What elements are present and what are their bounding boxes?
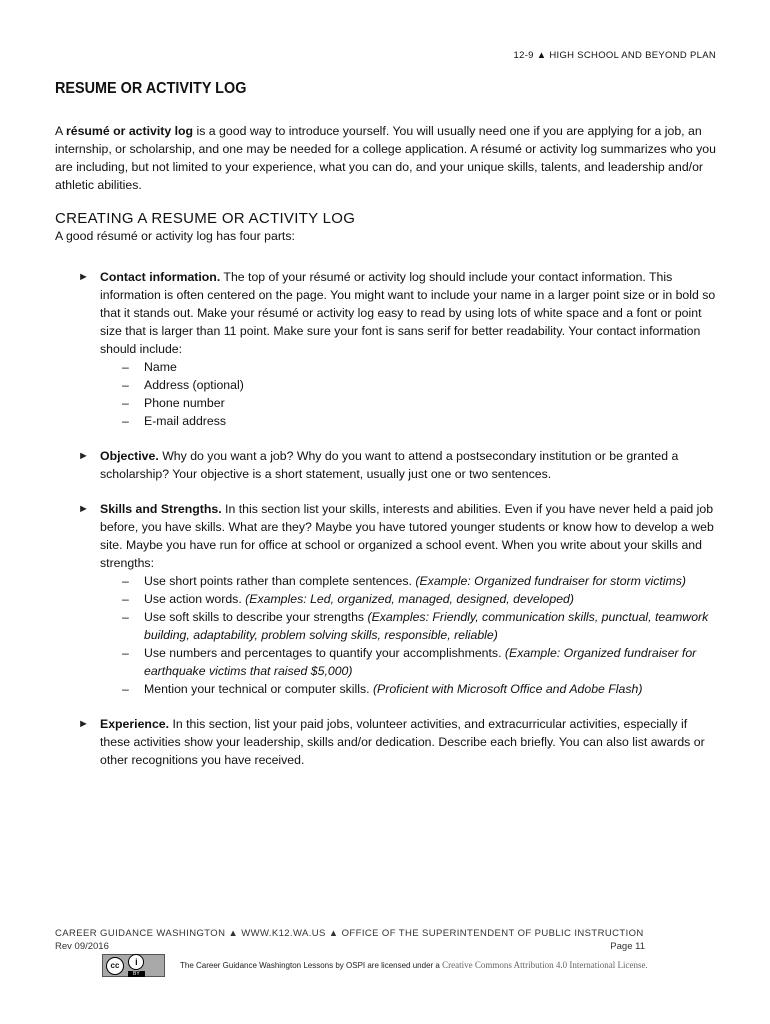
- by-attribution: [128, 954, 145, 977]
- list-item-example: (Proficient with Microsoft Office and Adobe Flash): [372, 682, 643, 696]
- list-item: [100, 394, 718, 412]
- arrow-icon: ►: [78, 271, 89, 283]
- dash-icon: –: [122, 610, 129, 624]
- skills-subitems: [100, 572, 718, 698]
- bullet-text: In this section, list your paid jobs, volunteer activities, and extracurricular activities, especially if these activities show your leadership, skills and/or dedication. Describe each briefly. You can also list awards or other recognitions you have received.: [100, 717, 705, 767]
- list-item: [100, 590, 718, 608]
- dash-icon: –: [122, 396, 129, 410]
- list-item: [100, 680, 718, 698]
- list-item: [100, 644, 718, 680]
- dash-icon: –: [122, 414, 129, 428]
- footer-revision: Rev 09/2016: [55, 941, 109, 952]
- bullet-text: In this section list your skills, interests and abilities. Even if you have never held a paid job before, you have skills. What are they? Maybe you have tutored younger students or know how to develop a web site. Maybe you have run for office at school or organized a school event. When you write about your skills and strengths:: [100, 502, 714, 570]
- list-item: [100, 572, 718, 590]
- list-item: [100, 412, 718, 430]
- intro-rest: is a good way to introduce yourself. You will usually need one if you are applying for a job, an internship, or scholarship, and one may be needed for a college application. A résumé or activity log summarizes who you are including, but not limited to your experience, what you can do, and your unique skills, talents, and leadership and/or athletic abilities.: [55, 124, 716, 192]
- arrow-icon: ►: [78, 503, 89, 515]
- list-item-example: (Example: Organized fundraiser for earthquake victims that raised $5,000): [144, 646, 697, 678]
- bullet-label: Experience.: [100, 717, 170, 731]
- dash-icon: –: [122, 360, 129, 374]
- list-item-text: Address (optional): [144, 378, 244, 392]
- bullet-text: Why do you want a job? Why do you want to attend a postsecondary institution or be granted a scholarship? Your objective is a short statement, usually just one or two sentences.: [100, 449, 679, 481]
- list-item-example: (Examples: Friendly, communication skills, punctual, teamwork building, adaptability, problem solving skills, responsible, reliable): [144, 610, 709, 642]
- list-item-text: Use soft skills to describe your strengths: [144, 610, 368, 624]
- list-item-text: Mention your technical or computer skills.: [144, 682, 373, 696]
- list-item-text: Use action words.: [144, 592, 246, 606]
- dash-icon: –: [122, 378, 129, 392]
- license-prefix: The Career Guidance Washington Lessons by OSPI are licensed under a: [180, 961, 443, 970]
- dash-icon: –: [122, 592, 129, 606]
- bullet-skills: [78, 500, 718, 698]
- section-heading: CREATING A RESUME OR ACTIVITY LOG: [55, 210, 356, 227]
- person-icon: i: [128, 954, 144, 970]
- arrow-icon: ►: [78, 718, 89, 730]
- cc-license-badge[interactable]: [102, 954, 165, 977]
- dash-icon: –: [122, 646, 129, 660]
- list-item-example: (Example: Organized fundraiser for storm victims): [415, 574, 686, 588]
- contact-subitems: [100, 358, 718, 430]
- bullet-label: Objective.: [100, 449, 159, 463]
- bullet-text: The top of your résumé or activity log should include your contact information. This information is often centered on the page. You might want to include your name in a larger point size or in bold so that it stands out. Make your résumé or activity log easy to read by using lots of white space and a font or point size that is larger than 11 point. Make sure your font is sans serif for better readability. Your contact information should include:: [100, 270, 716, 356]
- bullet-contact: [78, 268, 718, 430]
- list-item: [100, 608, 718, 644]
- bullet-label: Contact information.: [100, 270, 221, 284]
- intro-paragraph: [55, 122, 720, 194]
- list-item-text: Use short points rather than complete sentences.: [144, 574, 416, 588]
- list-item: [100, 376, 718, 394]
- list-item-example: (Examples: Led, organized, managed, designed, developed): [245, 592, 574, 606]
- list-item-text: E-mail address: [144, 414, 227, 428]
- cc-icon: cc: [106, 957, 124, 975]
- page-title: RESUME OR ACTIVITY LOG: [55, 80, 247, 97]
- footer-organization: CAREER GUIDANCE WASHINGTON ▲ WWW.K12.WA.US ▲ OFFICE OF THE SUPERINTENDENT OF PUBLIC INSTRUCTION: [55, 928, 644, 939]
- section-lead: A good résumé or activity log has four parts:: [55, 229, 295, 243]
- dash-icon: –: [122, 574, 129, 588]
- dash-icon: –: [122, 682, 129, 696]
- page-number: Page 11: [610, 941, 645, 952]
- list-item-text: Use numbers and percentages to quantify your accomplishments.: [144, 646, 505, 660]
- bullet-objective: [78, 447, 718, 483]
- arrow-icon: ►: [78, 450, 89, 462]
- bullet-label: Skills and Strengths.: [100, 502, 222, 516]
- bullet-list: [78, 268, 718, 786]
- list-item-text: Phone number: [144, 396, 225, 410]
- intro-prefix: A: [55, 124, 66, 138]
- license-end: .: [645, 961, 648, 970]
- by-label: BY: [128, 971, 145, 977]
- license-link[interactable]: Creative Commons Attribution 4.0 International License: [442, 960, 646, 970]
- page-header: 12-9 ▲ HIGH SCHOOL AND BEYOND PLAN: [513, 50, 716, 61]
- list-item: [100, 358, 718, 376]
- list-item-text: Name: [144, 360, 177, 374]
- license-text: [180, 960, 648, 970]
- intro-bold: résumé or activity log: [65, 124, 194, 138]
- bullet-experience: [78, 715, 718, 769]
